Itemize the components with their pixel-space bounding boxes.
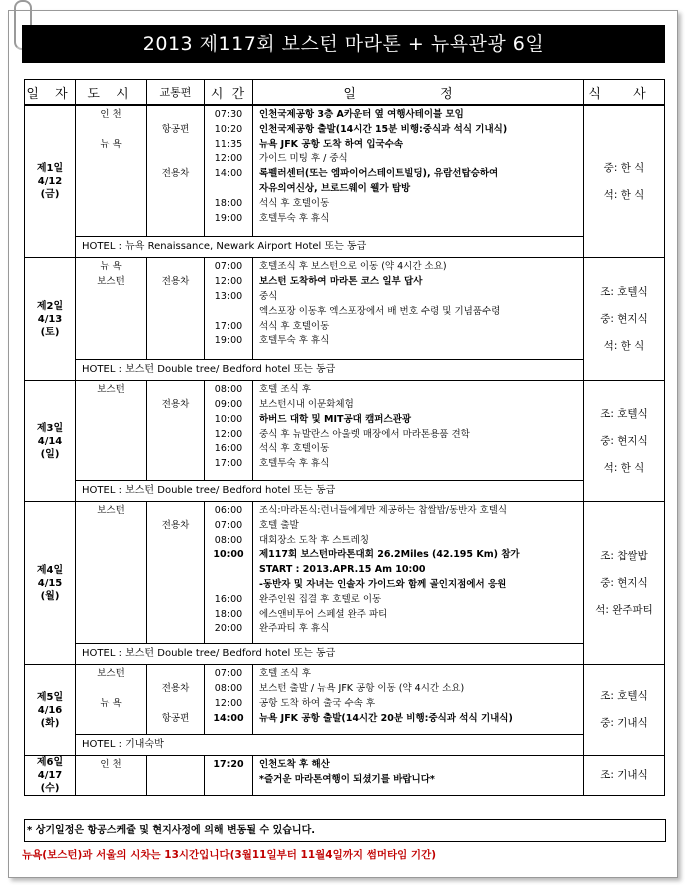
activity-line: START : 2013.APR.15 Am 10:00 — [259, 564, 426, 576]
transport-mode: 항공편 — [161, 712, 190, 724]
time-value: 12:00 — [214, 153, 243, 165]
city-name: 보스턴 — [97, 504, 125, 516]
transport-cell — [147, 258, 205, 360]
day-label-line: (일) — [40, 448, 60, 460]
day-label-line: 제6일 — [36, 757, 64, 769]
time-value: 17:00 — [214, 458, 243, 470]
time-value: 08:00 — [214, 534, 243, 546]
hotel-row — [25, 480, 665, 501]
schedule-note: * 상기일정은 항공스케쥴 및 현지사정에 의해 변동될 수 있습니다. — [24, 819, 666, 842]
transport-mode: 전용차 — [161, 168, 190, 180]
activity-line: 중식 후 뉴발란스 아울렛 매장에서 마라톤용품 견학 — [259, 428, 470, 440]
activity-cell — [253, 105, 584, 237]
activity-cell — [253, 381, 584, 481]
day-label-line: 제4일 — [36, 564, 64, 576]
activity-line: 호텔 조식 후 — [259, 668, 311, 680]
time-value: 11:35 — [214, 138, 243, 150]
header-schedule: 일 정 — [253, 80, 584, 106]
meal-item: 중: 기내식 — [600, 717, 648, 730]
transport-mode: 전용차 — [161, 519, 190, 531]
transport-mode — [147, 152, 204, 167]
time-value: 10:20 — [214, 123, 243, 135]
meal-cell — [584, 105, 665, 258]
meal-item: 조: 호텔식 — [600, 690, 648, 703]
city-cell — [76, 665, 147, 735]
day-label-line: 4/13 — [37, 313, 63, 325]
transport-mode: 전용차 — [161, 398, 190, 410]
activity-line: 하버드 대학 및 MIT공대 캠퍼스관광 — [259, 413, 411, 425]
time-value: 12:00 — [214, 428, 243, 440]
time-value: 07:00 — [214, 519, 243, 531]
time-value: 17:00 — [214, 320, 243, 332]
time-cell — [205, 501, 253, 643]
hotel-row — [25, 644, 665, 665]
meal-item: 석: 한 식 — [603, 339, 645, 352]
meal-item: 조: 호텔식 — [600, 285, 648, 298]
hotel-info: HOTEL : 보스턴 Double tree/ Bedford hotel 또는 동급 — [76, 360, 584, 381]
day-label-line: 제5일 — [36, 691, 64, 703]
transport-mode — [147, 383, 204, 398]
time-value: 09:00 — [214, 398, 243, 410]
time-value: 16:00 — [214, 593, 243, 605]
transport-mode: 항공편 — [161, 123, 190, 135]
activity-line: 호텔투숙 후 휴식 — [259, 458, 330, 470]
transport-cell — [147, 665, 205, 735]
activity-line: 보스턴 도착하여 마라톤 코스 일부 답사 — [259, 276, 423, 288]
day-label-line: 제1일 — [36, 163, 64, 175]
day-row — [25, 665, 665, 735]
meal-cell — [584, 665, 665, 756]
header-date: 일 자 — [25, 80, 76, 106]
hotel-row — [25, 360, 665, 381]
city-name: 보스턴 — [97, 668, 125, 680]
transport-cell — [147, 756, 205, 796]
meal-item: 석: 한 식 — [603, 461, 645, 474]
transport-mode: 전용차 — [161, 276, 190, 288]
city-name: 인 천 — [100, 109, 122, 120]
header-city: 도 시 — [76, 80, 147, 106]
header-row — [25, 80, 665, 106]
activity-line: 호텔조식 후 보스턴으로 이동 (약 4시간 소요) — [259, 261, 447, 273]
activity-line: 대회장소 도착 후 스트레칭 — [259, 534, 370, 546]
hotel-info: HOTEL : 뉴욕 Renaissance, Newark Airport Hotel 또는 동급 — [76, 237, 584, 258]
time-value: 07:30 — [214, 109, 243, 120]
hotel-row — [25, 735, 665, 756]
meal-cell — [584, 756, 665, 796]
time-value: 12:00 — [214, 276, 243, 288]
time-value: 13:00 — [214, 290, 243, 302]
meal-cell — [584, 381, 665, 502]
time-value: 10:00 — [213, 549, 244, 561]
transport-mode — [147, 108, 204, 123]
time-value — [205, 305, 252, 320]
activity-line: 뉴욕 JFK 공항 출발(14시간 20분 비행:중식과 석식 기내식) — [259, 712, 513, 724]
activity-line: 인천국제공항 출발(14시간 15분 비행:중식과 석식 기내식) — [259, 123, 508, 135]
day-label-line: 4/16 — [37, 704, 63, 716]
activity-line: 인천국제공항 3층 A카운터 옆 여행사테이블 모임 — [259, 109, 464, 120]
day-row — [25, 258, 665, 360]
transport-mode: 전용차 — [161, 682, 190, 694]
day-label-line: 4/12 — [37, 176, 63, 188]
header-time: 시 간 — [205, 80, 253, 106]
activity-line: 제117회 보스턴마라톤대회 26.2Miles (42.195 Km) 참가 — [259, 549, 520, 561]
activity-line: 호텔 출발 — [259, 519, 299, 531]
hotel-info: HOTEL : 보스턴 Double tree/ Bedford hotel 또는 동급 — [76, 644, 584, 665]
hotel-info: HOTEL : 보스턴 Double tree/ Bedford hotel 또는 동급 — [76, 480, 584, 501]
transport-mode — [147, 260, 204, 275]
time-value: 07:00 — [214, 261, 243, 273]
activity-line: 완주파티 후 휴식 — [259, 623, 330, 635]
city-cell — [76, 501, 147, 643]
city-name: 보스턴 — [97, 384, 125, 396]
time-value: 18:00 — [214, 197, 243, 209]
activity-cell — [253, 501, 584, 643]
activity-line: 보스턴시내 이문화체험 — [259, 398, 354, 410]
day-row — [25, 756, 665, 796]
day-label-line: (토) — [40, 326, 60, 338]
time-cell — [205, 105, 253, 237]
transport-cell — [147, 105, 205, 237]
transport-mode — [147, 697, 204, 712]
meal-item: 중: 현지식 — [600, 434, 648, 447]
activity-line: 석식 후 호텔이동 — [259, 320, 330, 332]
hotel-row — [25, 237, 665, 258]
meal-item: 석: 한 식 — [603, 188, 645, 201]
activity-line: 엑스포장 이동후 엑스포장에서 배 번호 수령 및 기념품수령 — [259, 305, 501, 317]
page-title: 2013 제117회 보스턴 마라톤 + 뉴욕관광 6일 — [22, 25, 665, 63]
meal-item: 중: 현지식 — [600, 312, 648, 325]
day-label — [25, 501, 76, 664]
day-row — [25, 105, 665, 237]
city-name: 인 천 — [100, 759, 122, 771]
activity-line: 호텔 조식 후 — [259, 384, 311, 396]
activity-line: 가이드 미팅 후 / 중식 — [259, 153, 348, 165]
meal-item: 중: 현지식 — [600, 576, 648, 589]
city-name: 보스턴 — [97, 276, 125, 288]
time-value: 14:00 — [214, 168, 243, 180]
day-label-line: 제3일 — [36, 422, 64, 434]
city-cell — [76, 105, 147, 237]
time-cell — [205, 258, 253, 360]
activity-cell — [253, 258, 584, 360]
time-cell — [205, 665, 253, 735]
hotel-info: HOTEL : 기내숙박 — [76, 735, 584, 756]
activity-cell — [253, 665, 584, 735]
city-name: 뉴 욕 — [100, 261, 122, 273]
city-name — [76, 123, 146, 138]
day-label-line: 제2일 — [36, 300, 64, 312]
meal-item: 석: 완주파티 — [595, 603, 653, 616]
header-meal: 식 사 — [584, 80, 665, 106]
city-cell — [76, 258, 147, 360]
meal-item: 조: 찹쌀밥 — [600, 549, 648, 562]
meal-cell — [584, 501, 665, 664]
time-cell — [205, 756, 253, 796]
time-value: 14:00 — [213, 712, 244, 724]
activity-line: 자유의여신상, 브로드웨이 웰가 탐방 — [259, 182, 411, 194]
activity-line: 공항 도착 하여 출국 수속 후 — [259, 697, 376, 709]
time-value — [205, 578, 252, 593]
city-name: 뉴 욕 — [100, 697, 122, 709]
activity-line: 호텔투숙 후 휴식 — [259, 335, 330, 347]
time-value — [205, 563, 252, 578]
activity-line: 석식 후 호텔이동 — [259, 197, 330, 209]
time-value: 16:00 — [214, 443, 243, 455]
time-value: 19:00 — [214, 335, 243, 347]
time-value: 12:00 — [214, 697, 243, 709]
activity-line: *즐거운 마라톤여행이 되셨기를 바랍니다* — [259, 774, 435, 786]
time-value: 19:00 — [214, 212, 243, 224]
activity-line: 완주인원 집결 후 호텔로 이동 — [259, 593, 382, 605]
time-value: 06:00 — [214, 504, 243, 516]
city-cell — [76, 756, 147, 796]
day-label — [25, 105, 76, 258]
city-cell — [76, 381, 147, 481]
day-row — [25, 381, 665, 481]
meal-item: 조: 호텔식 — [600, 407, 648, 420]
schedule-table — [24, 79, 665, 796]
transport-mode — [147, 504, 204, 519]
activity-line: 록펠러센터(또는 엠파이어스테이트빌딩), 유람선탑승하여 — [259, 168, 499, 180]
transport-cell — [147, 381, 205, 481]
time-value — [205, 182, 252, 197]
day-label-line: (금) — [40, 189, 60, 201]
day-label-line: 4/14 — [37, 435, 63, 447]
activity-line: 뉴욕 JFK 공항 도착 하여 입국수속 — [259, 138, 404, 150]
day-label-line: (화) — [40, 717, 60, 729]
meal-item: 조: 기내식 — [600, 769, 648, 782]
time-value: 08:00 — [214, 384, 243, 396]
day-label — [25, 258, 76, 381]
day-label-line: 4/15 — [37, 577, 63, 589]
day-label-line: 4/17 — [37, 770, 63, 782]
day-label-line: (월) — [40, 590, 60, 602]
transport-cell — [147, 501, 205, 643]
day-label-line: (수) — [40, 783, 60, 795]
activity-line: -동반자 및 자녀는 인솔자 가이드와 함께 골인지점에서 응원 — [259, 578, 507, 590]
day-label — [25, 665, 76, 756]
time-value: 08:00 — [214, 682, 243, 694]
activity-cell — [253, 756, 584, 796]
day-row — [25, 501, 665, 643]
meal-cell — [584, 258, 665, 381]
header-transport: 교통편 — [147, 80, 205, 106]
time-value: 10:00 — [214, 413, 243, 425]
time-value: 07:00 — [214, 668, 243, 680]
activity-line: 중식 — [259, 290, 278, 302]
activity-line: 조식:마라톤식:런너들에게만 제공하는 찹쌀밥/동반자 호텔식 — [259, 504, 508, 516]
city-name — [76, 682, 146, 697]
time-value: 17:20 — [213, 759, 244, 771]
activity-line: 석식 후 호텔이동 — [259, 443, 330, 455]
day-label — [25, 381, 76, 502]
timezone-note: 뉴욕(보스턴)과 서울의 시차는 13시간입니다(3월11일부터 11월4일까지 썸머타임 기간) — [22, 849, 437, 861]
time-value: 18:00 — [214, 608, 243, 620]
activity-line: 보스턴 출발 / 뉴욕 JFK 공항 이동 (약 4시간 소요) — [259, 682, 465, 694]
activity-line: 인천도착 후 해산 — [259, 759, 330, 771]
activity-line: 에스앤비투어 스페셜 완주 파티 — [259, 608, 388, 620]
meal-item: 중: 한 식 — [603, 161, 645, 174]
transport-mode — [147, 138, 204, 153]
time-cell — [205, 381, 253, 481]
time-value: 20:00 — [214, 623, 243, 635]
activity-line: 호텔투숙 후 휴식 — [259, 212, 330, 224]
city-name: 뉴 욕 — [100, 138, 122, 150]
transport-mode — [147, 667, 204, 682]
day-label — [25, 756, 76, 796]
